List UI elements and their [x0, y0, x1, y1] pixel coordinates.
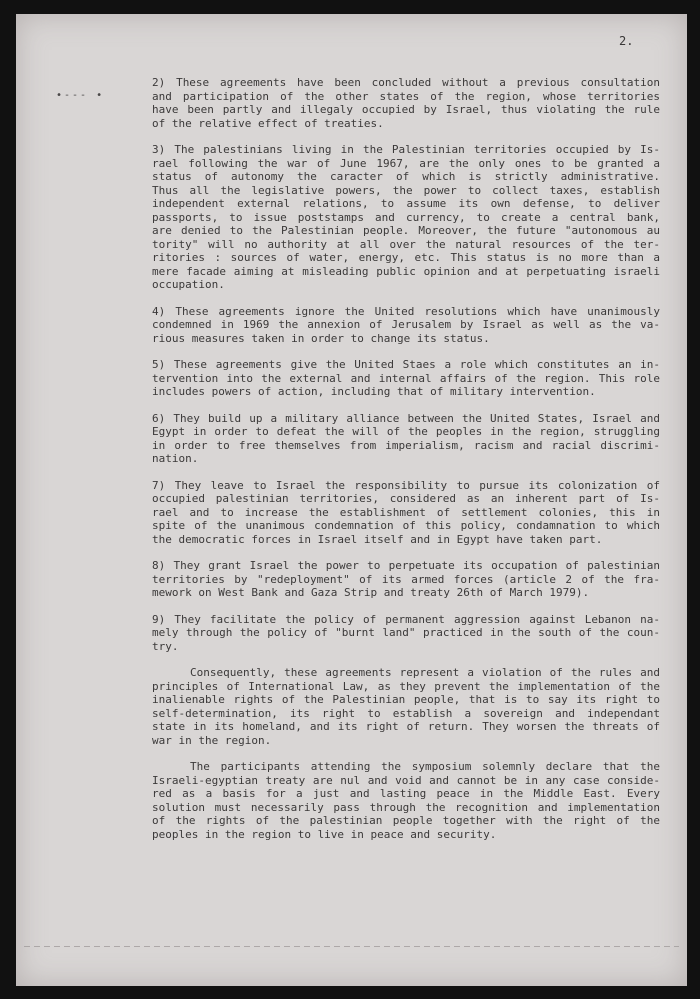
- text-line: 6) They build up a military alliance between the United States, Israel and: [152, 411, 660, 425]
- text-line: status of autonomy the caracter of which is strictly administrative.: [152, 170, 660, 183]
- text-line: self-determination, its right to establish a sovereign and independant: [152, 706, 660, 720]
- text-line: principles of International Law, as they prevent the implementation of the: [152, 679, 660, 693]
- text-line: spite of the unanimous condemnation of this policy, condamnation to which: [152, 519, 660, 532]
- text-line: solution must necessarily pass through the recognition and implementation: [152, 800, 660, 814]
- paragraph-p9: [152, 613, 660, 654]
- paragraph-p10: [152, 666, 660, 747]
- text-line: occupation.: [152, 278, 225, 291]
- text-line: mere facade aiming at misleading public opinion and at perpetuating israeli: [152, 264, 660, 278]
- paragraph-p4: [152, 305, 660, 346]
- text-line: Thus all the legislative powers, the power to collect taxes, establish: [152, 183, 660, 197]
- text-line: peoples in the region to live in peace and security.: [152, 827, 497, 841]
- text-line: nation.: [152, 452, 199, 465]
- text-line: are denied to the Palestinian people. Moreover, the future "autonomous au: [152, 224, 660, 237]
- text-line: ritories : sources of water, energy, etc. This status is no more than a: [152, 251, 660, 264]
- paragraph-p8: [152, 559, 660, 600]
- text-line: 5) These agreements give the United Staes a role which constitutes an in-: [152, 358, 660, 371]
- text-line: have been partly and illegaly occupied by Israel, thus violating the rule: [152, 103, 660, 116]
- text-line: condemned in 1969 the annexion of Jerusalem by Israel as well as the va-: [152, 318, 660, 331]
- document-body: [152, 76, 660, 854]
- text-line: The participants attending the symposium solemnly declare that the: [190, 760, 660, 773]
- text-line: tervention into the external and internal affairs of the region. This role: [152, 371, 660, 385]
- text-line: rious measures taken in order to change its status.: [152, 331, 490, 345]
- text-line: territories by "redeployment" of its armed forces (article 2 of the fra-: [152, 572, 660, 586]
- text-line: of the rights of the palestinian people together with the right of the: [152, 814, 660, 827]
- text-line: state in its homeland, and its right of return. They worsen the threats of: [152, 720, 660, 733]
- paragraph-p6: [152, 412, 660, 466]
- text-line: inalienable rights of the Palestinian people, that is to say its right to: [152, 693, 660, 706]
- text-line: try.: [152, 639, 179, 653]
- text-line: Israeli-egyptian treaty are nul and void and cannot be in any case conside-: [152, 773, 660, 787]
- text-line: occupied palestinian territories, considered as an inherent part of Is-: [152, 492, 660, 505]
- text-line: and participation of the other states of the region, whose territories: [152, 89, 660, 103]
- document-page: [16, 14, 687, 986]
- text-line: rael following the war of June 1967, are the only ones to be granted a: [152, 156, 660, 170]
- text-line: passports, to issue poststamps and currency, to create a central bank,: [152, 210, 660, 224]
- text-line: 4) These agreements ignore the United resolutions which have unanimously: [152, 304, 660, 318]
- paragraph-p5: [152, 358, 660, 399]
- text-line: 9) They facilitate the policy of permanent aggression against Lebanon na-: [152, 612, 660, 626]
- paragraph-p11: [152, 760, 660, 841]
- text-line: red as a basis for a just and lasting peace in the Middle East. Every: [152, 787, 660, 800]
- paragraph-p3: [152, 143, 660, 292]
- text-line: in order to free themselves from imperialism, racism and racial discrimi-: [152, 438, 660, 452]
- text-line: tority" will no authority at all over the natural resources of the ter-: [152, 237, 660, 251]
- bottom-divider: [24, 946, 679, 947]
- paragraph-p2: [152, 76, 660, 130]
- text-line: Egypt in order to defeat the will of the peoples in the region, struggling: [152, 425, 660, 438]
- text-line: 2) These agreements have been concluded without a previous consultation: [152, 76, 660, 89]
- text-line: includes powers of action, including that of military intervention.: [152, 385, 596, 398]
- text-line: the democratic forces in Israel itself and in Egypt have taken part.: [152, 532, 603, 546]
- text-line: Consequently, these agreements represent a violation of the rules and: [190, 666, 660, 679]
- text-line: mework on West Bank and Gaza Strip and treaty 26th of March 1979).: [152, 586, 590, 599]
- text-line: of the relative effect of treaties.: [152, 116, 384, 130]
- text-line: independent external relations, to assume its own defense, to deliver: [152, 197, 660, 210]
- text-line: 8) They grant Israel the power to perpetuate its occupation of palestinian: [152, 559, 660, 572]
- text-line: 3) The palestinians living in the Palestinian territories occupied by Is-: [152, 143, 660, 156]
- paragraph-p7: [152, 479, 660, 547]
- margin-mark: •--- •: [56, 90, 105, 101]
- page-number: 2.: [619, 34, 634, 48]
- text-line: war in the region.: [152, 733, 272, 747]
- text-line: rael and to increase the establishment of settlement colonies, this in: [152, 505, 660, 519]
- text-line: 7) They leave to Israel the responsibility to pursue its colonization of: [152, 478, 660, 492]
- text-line: mely through the policy of "burnt land" practiced in the south of the coun-: [152, 626, 660, 639]
